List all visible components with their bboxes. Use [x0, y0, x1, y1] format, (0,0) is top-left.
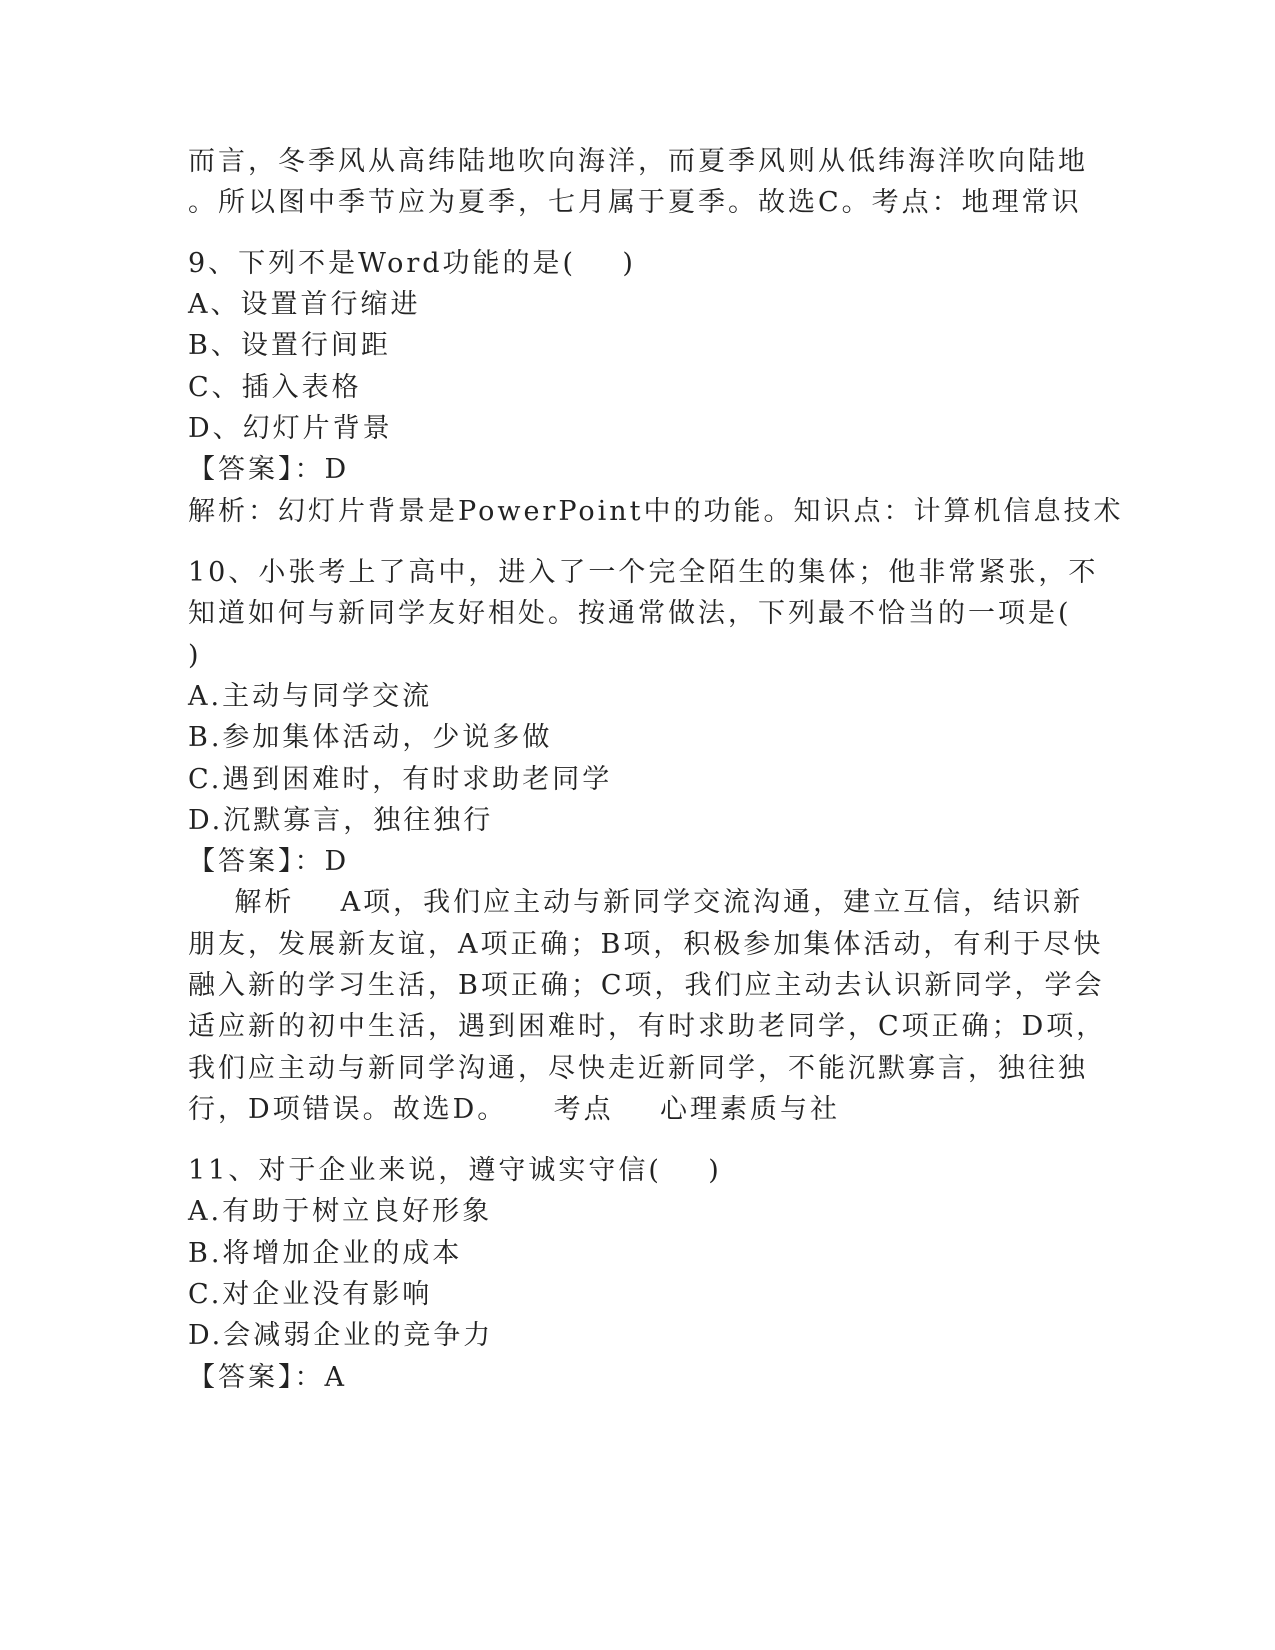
- intro-line-1: 而言，冬季风从高纬陆地吹向海洋，而夏季风则从低纬海洋吹向陆地: [188, 146, 1088, 177]
- question-10-option-b: B.参加集体活动，少说多做: [188, 722, 553, 753]
- question-10-option-d: D.沉默寡言，独往独行: [188, 805, 494, 836]
- question-9-option-b: B、设置行间距: [188, 330, 391, 361]
- question-9-option-a: A、设置首行缩进: [188, 289, 421, 320]
- question-10-analysis-line-4: 适应新的初中生活，遇到困难时，有时求助老同学，C项正确；D项，: [188, 1011, 1107, 1042]
- question-9-answer: 【答案】：D: [188, 454, 350, 485]
- question-10-stem-line-1: 10、小张考上了高中，进入了一个完全陌生的集体；他非常紧张，不: [188, 557, 1099, 588]
- question-10-analysis-line-5: 我们应主动与新同学沟通，尽快走近新同学，不能沉默寡言，独往独: [188, 1053, 1088, 1084]
- question-11-option-a: A.有助于树立良好形象: [188, 1196, 493, 1227]
- question-11-option-c: C.对企业没有影响: [188, 1279, 433, 1310]
- question-11-stem: 11、对于企业来说，遵守诚实守信( ): [188, 1155, 722, 1186]
- intro-line-2: 。所以图中季节应为夏季，七月属于夏季。故选C。考点：地理常识: [188, 187, 1082, 218]
- question-10-option-a: A.主动与同学交流: [188, 681, 433, 712]
- question-9-stem: 9、下列不是Word功能的是( ): [188, 248, 636, 279]
- question-10-answer: 【答案】：D: [188, 846, 350, 877]
- question-10-analysis-line-3: 融入新的学习生活，B项正确；C项，我们应主动去认识新同学，学会: [188, 970, 1105, 1001]
- question-10-analysis-line-6: 行，D项错误。故选D。 考点 心理素质与社: [188, 1094, 840, 1125]
- question-9-option-d: D、幻灯片背景: [188, 413, 393, 444]
- question-10-analysis-line-2: 朋友，发展新友谊，A项正确；B项，积极参加集体活动，有利于尽快: [188, 929, 1104, 960]
- question-11-option-d: D.会减弱企业的竞争力: [188, 1320, 494, 1351]
- question-10-option-c: C.遇到困难时，有时求助老同学: [188, 764, 613, 795]
- question-10-analysis-line-1: 解析 A项，我们应主动与新同学交流沟通，建立互信，结识新: [188, 887, 1084, 918]
- question-10-stem-line-3: ): [188, 640, 202, 671]
- question-9-option-c: C、插入表格: [188, 372, 362, 403]
- question-11-option-b: B.将增加企业的成本: [188, 1238, 463, 1269]
- question-9-analysis: 解析：幻灯片背景是PowerPoint中的功能。知识点：计算机信息技术: [188, 496, 1124, 527]
- question-10-stem-line-2: 知道如何与新同学友好相处。按通常做法，下列最不恰当的一项是(: [188, 598, 1072, 629]
- question-11-answer: 【答案】：A: [188, 1362, 347, 1393]
